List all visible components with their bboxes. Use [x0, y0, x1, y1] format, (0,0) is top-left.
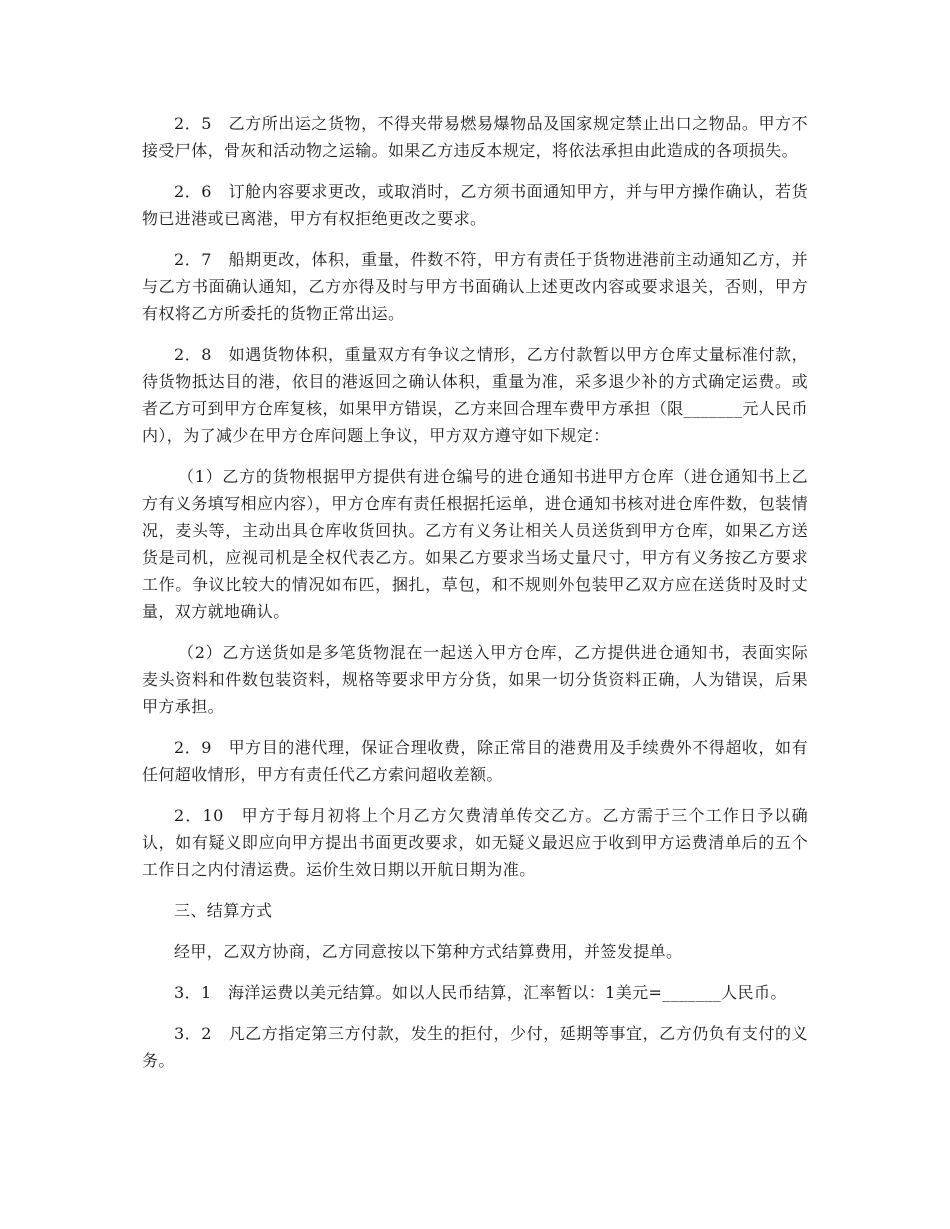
clause-2-7: 2．7 船期更改，体积，重量，件数不符，甲方有责任于货物进港前主动通知乙方，并与乙方书面确认通知，乙方亦得及时与甲方书面确认上述更改内容或要求退关，否则，甲方有权将乙方所委托的货物正常出运。 [142, 250, 808, 323]
clause-2-10: 2．10 甲方于每月初将上个月乙方欠费清单传交乙方。乙方需于三个工作日予以确认，如有疑义即应向甲方提出书面更改要求，如无疑义最迟应于收到甲方运费清单后的五个工作日之内付清运费。运价生效日期以开航日期为准。 [142, 806, 808, 879]
settlement-intro: 经甲，乙双方协商，乙方同意按以下第种方式结算费用，并签发提单。 [174, 942, 683, 961]
clause-2-8: 2．8 如遇货物体积，重量双方有争议之情形，乙方付款暂以甲方仓库丈量标准付款，待货物抵达目的港，依目的港返回之确认体积，重量为准，采多退少补的方式确定运费。或者乙方可到甲方仓库复核，如果甲方错误，乙方来回合理车费甲方承担（限_______元人民币内），为了减少在甲方仓库问题上争议，甲方双方遵守如下规定： [142, 345, 808, 445]
clause-3-2: 3．2 凡乙方指定第三方付款，发生的拒付，少付，延期等事宜，乙方仍负有支付的义务。 [142, 1024, 808, 1070]
clause-2-8-item-1: （1）乙方的货物根据甲方提供有进仓编号的进仓通知书进甲方仓库（进仓通知书上乙方有义务填写相应内容），甲方仓库有责任根据托运单，进仓通知书核对进仓库件数，包装情况，麦头等，主动出具仓库收货回执。乙方有义务让相关人员送货到甲方仓库，如果乙方送货是司机，应视司机是全权代表乙方。如果乙方要求当场丈量尺寸，甲方有义务按乙方要求工作。争议比较大的情况如布匹，捆扎，草包，和不规则外包装甲乙双方应在送货时及时丈量，双方就地确认。 [142, 467, 808, 621]
document-page [142, 110, 808, 1088]
clause-2-8-item-2: （2）乙方送货如是多笔货物混在一起送入甲方仓库，乙方提供进仓通知书，表面实际麦头资料和件数包装资料，规格等要求甲方分货，如果一切分货资料正确，人为错误，后果甲方承担。 [142, 643, 808, 716]
clause-2-6: 2．6 订舱内容要求更改，或取消时，乙方须书面通知甲方，并与甲方操作确认，若货物已进港或已离港，甲方有权拒绝更改之要求。 [142, 182, 808, 228]
clause-2-5: 2．5 乙方所出运之货物，不得夹带易燃易爆物品及国家规定禁止出口之物品。甲方不接受尸体，骨灰和活动物之运输。如果乙方违反本规定，将依法承担由此造成的各项损失。 [142, 114, 808, 160]
clause-2-9: 2．9 甲方目的港代理，保证合理收费，除正常目的港费用及手续费外不得超收，如有任何超收情形，甲方有责任代乙方索问超收差额。 [142, 738, 808, 784]
clause-3-1: 3．1 海洋运费以美元结算。如以人民币结算，汇率暂以：1美元=_______人民币。 [174, 983, 787, 1002]
section-heading-settlement: 三、结算方式 [174, 901, 273, 920]
